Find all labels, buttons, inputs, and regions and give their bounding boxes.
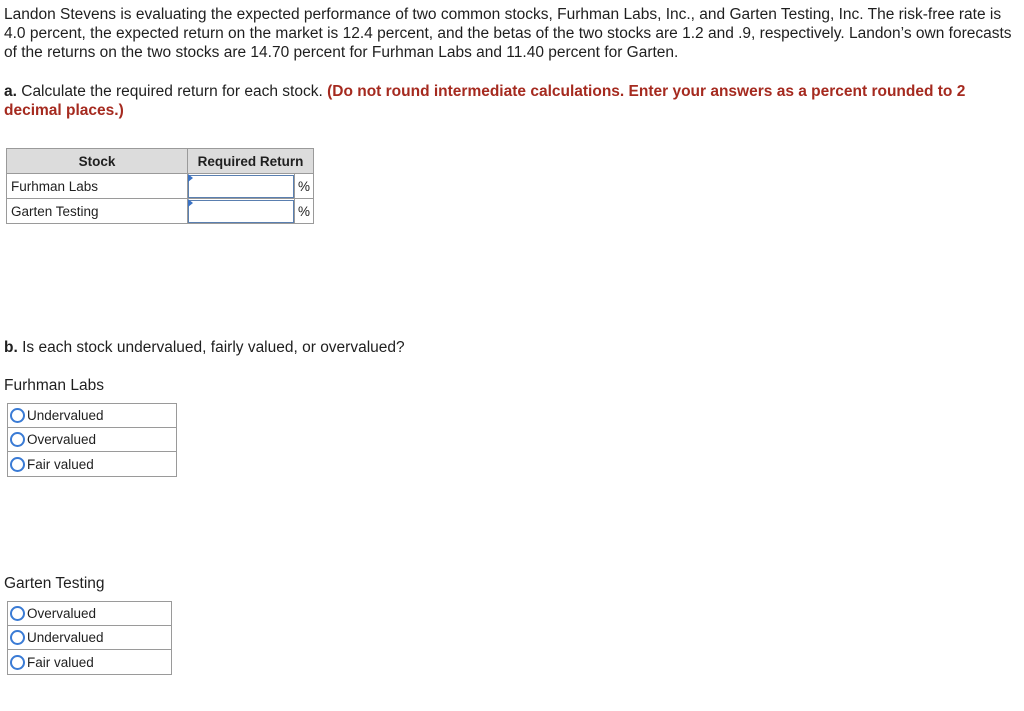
radio-option-undervalued[interactable]: [8, 626, 171, 650]
table-row: [7, 199, 314, 224]
input-marker-icon: [188, 199, 193, 207]
radio-option-label: Fair valued: [27, 456, 94, 472]
radio-button-icon[interactable]: [10, 432, 25, 447]
radio-option-undervalued[interactable]: [8, 404, 176, 428]
group-title-furhman: Furhman Labs: [4, 377, 104, 394]
radio-option-label: Overvalued: [27, 432, 97, 447]
problem-statement: Landon Stevens is evaluating the expected performance of two common stocks, Furhman Labs, Inc., and Garten Testing, Inc. The risk-free rate is 4.0 percent, the expected return on the market is 12.4 percent, and the betas of the two stocks are 1.2 and .9, respectively. Landon’s own forecasts of the returns on the two stocks are 14.70 percent for Furhman Labs and 11.40 percent for Garten.: [4, 6, 1012, 61]
radio-group-garten: [7, 601, 172, 675]
radio-button-icon[interactable]: [10, 655, 25, 670]
table-row: [7, 174, 314, 199]
percent-unit-garten: %: [295, 199, 314, 224]
percent-unit-furhman: %: [295, 174, 314, 199]
radio-group-furhman: [7, 403, 177, 477]
input-cell-furhman: [188, 174, 295, 199]
radio-button-icon[interactable]: [10, 457, 25, 472]
part-a-text: Calculate the required return for each stock.: [16, 83, 328, 100]
required-return-input-garten[interactable]: [188, 200, 294, 223]
radio-button-icon[interactable]: [10, 408, 25, 423]
part-a-question: [4, 82, 1020, 120]
stock-name-garten: Garten Testing: [7, 199, 188, 224]
part-a-instruction: (Do not round intermediate calculations. Enter your answers as a percent rounded to 2 decimal places.): [4, 83, 966, 119]
stock-name-furhman: Furhman Labs: [7, 174, 188, 199]
radio-option-overvalued[interactable]: [8, 602, 171, 626]
radio-option-fair-valued[interactable]: [8, 452, 176, 476]
group-title-garten: Garten Testing: [4, 575, 105, 592]
part-a-label: a.: [4, 83, 17, 100]
input-cell-garten: [188, 199, 295, 224]
input-marker-icon: [188, 174, 193, 182]
radio-option-label: Undervalued: [27, 408, 104, 423]
table-header-row: [7, 149, 314, 174]
header-stock: Stock: [7, 149, 188, 174]
part-b-label: b.: [4, 339, 18, 356]
part-b-text: Is each stock undervalued, fairly valued, or overvalued?: [17, 339, 405, 356]
radio-option-label: Overvalued: [27, 606, 97, 621]
radio-option-overvalued[interactable]: [8, 428, 176, 452]
radio-option-label: Fair valued: [27, 654, 94, 670]
radio-option-label: Undervalued: [27, 630, 104, 645]
header-required-return: Required Return: [188, 149, 314, 174]
radio-option-fair-valued[interactable]: [8, 650, 171, 674]
radio-button-icon[interactable]: [10, 606, 25, 621]
part-b-question: [4, 339, 405, 357]
required-return-input-furhman[interactable]: [188, 175, 294, 198]
required-return-table: [6, 148, 314, 224]
radio-button-icon[interactable]: [10, 630, 25, 645]
